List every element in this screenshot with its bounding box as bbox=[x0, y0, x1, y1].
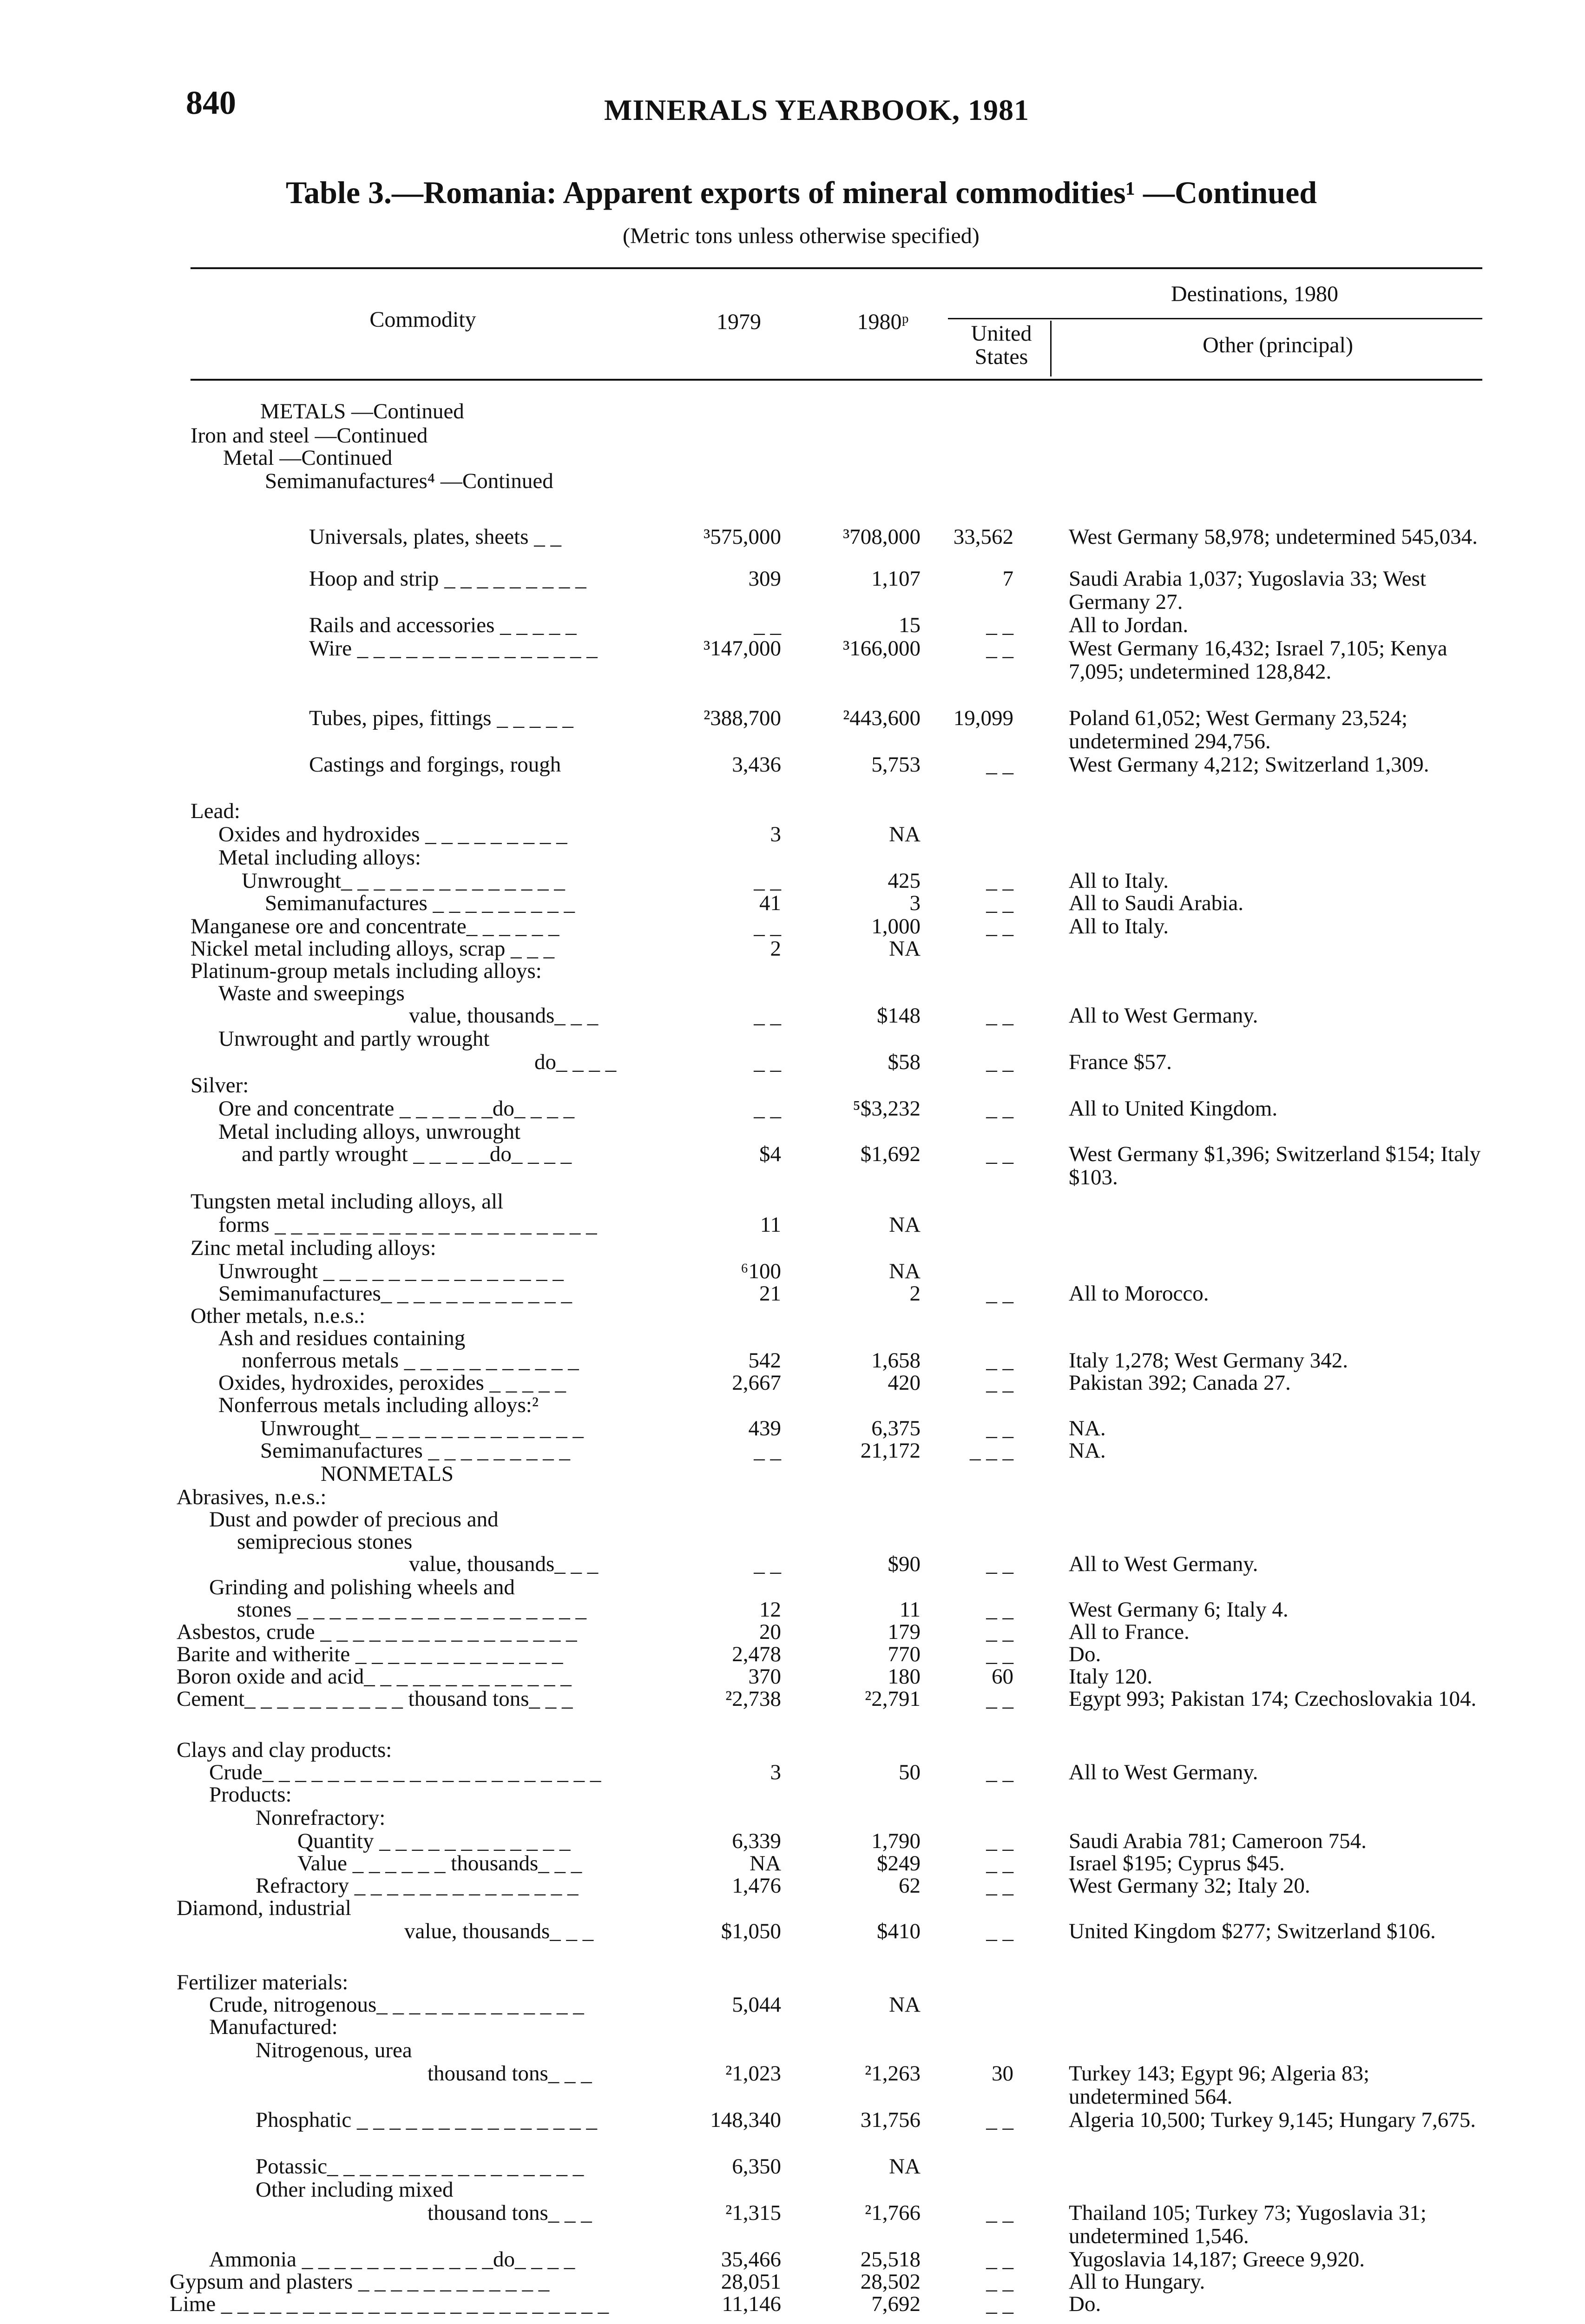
other-destination-cell: Poland 61,052; West Germany 23,524; undetermined 294,756. bbox=[1069, 706, 1408, 753]
commodity-cell: Nickel metal including alloys, scrap _ _ _ bbox=[191, 937, 555, 961]
commodity-cell: Crude, nitrogenous_ _ _ _ _ _ _ _ _ _ _ _ _ bbox=[209, 1993, 584, 2017]
commodity-cell: Nonrefractory: bbox=[256, 1806, 386, 1830]
value-1980-cell: NA bbox=[889, 1213, 921, 1237]
commodity-cell: Ammonia _ _ _ _ _ _ _ _ _ _ _ _do_ _ _ _ bbox=[209, 2247, 575, 2271]
value-1980-cell: $1,692 bbox=[860, 1142, 921, 1166]
commodity-cell: Quantity _ _ _ _ _ _ _ _ _ _ _ _ bbox=[297, 1829, 571, 1853]
us-destination-cell: _ _ bbox=[986, 2247, 1013, 2271]
value-1980-cell: 3 bbox=[909, 891, 921, 915]
commodity-cell: Silver: bbox=[191, 1073, 249, 1097]
other-destination-cell: Pakistan 392; Canada 27. bbox=[1069, 1371, 1291, 1395]
value-1980-cell: 2 bbox=[909, 1281, 921, 1306]
header-other: Other (principal) bbox=[1203, 333, 1353, 357]
other-destination-cell: All to Italy. bbox=[1069, 869, 1169, 893]
value-1980-cell: ³708,000 bbox=[843, 525, 921, 549]
value-1980-cell: 420 bbox=[888, 1371, 921, 1395]
commodity-cell: METALS —Continued bbox=[260, 399, 464, 423]
other-destination-cell: Thailand 105; Turkey 73; Yugoslavia 31; undetermined 1,546. bbox=[1069, 2201, 1427, 2248]
commodity-cell: Castings and forgings, rough bbox=[309, 753, 561, 777]
us-destination-cell: _ _ bbox=[986, 1760, 1013, 1784]
value-1979-cell: 3 bbox=[770, 822, 781, 846]
value-1979-cell: _ _ bbox=[754, 1004, 781, 1028]
commodity-cell: Metal —Continued bbox=[223, 446, 393, 470]
us-destination-cell: _ _ _ bbox=[970, 1439, 1013, 1463]
commodity-cell: Oxides, hydroxides, peroxides _ _ _ _ _ bbox=[218, 1371, 566, 1395]
commodity-cell: NONMETALS bbox=[321, 1462, 454, 1486]
us-destination-cell: _ _ bbox=[986, 1348, 1013, 1373]
value-1980-cell: 179 bbox=[888, 1620, 921, 1644]
us-destination-cell: _ _ bbox=[986, 1142, 1013, 1166]
value-1979-cell: 2,478 bbox=[732, 1642, 781, 1666]
commodity-cell: Diamond, industrial bbox=[177, 1896, 351, 1920]
value-1980-cell: NA bbox=[889, 1259, 921, 1283]
value-1980-cell: 425 bbox=[888, 869, 921, 893]
us-destination-cell: _ _ bbox=[986, 2108, 1013, 2132]
value-1979-cell: 35,466 bbox=[721, 2247, 781, 2271]
other-destination-cell: West Germany 6; Italy 4. bbox=[1069, 1598, 1289, 1622]
commodity-cell: Barite and witherite _ _ _ _ _ _ _ _ _ _ _ _ _ bbox=[177, 1642, 563, 1666]
commodity-cell: Tubes, pipes, fittings _ _ _ _ _ bbox=[309, 706, 573, 730]
other-destination-cell: Italy 1,278; West Germany 342. bbox=[1069, 1348, 1348, 1373]
commodity-cell: Semimanufactures _ _ _ _ _ _ _ _ _ bbox=[265, 891, 575, 915]
value-1979-cell: 2 bbox=[770, 937, 781, 961]
value-1979-cell: _ _ bbox=[754, 1552, 781, 1576]
table-title: Table 3.—Romania: Apparent exports of mineral commodities¹ —Continued bbox=[286, 175, 1317, 210]
commodity-cell: Value _ _ _ _ _ _ thousands_ _ _ bbox=[297, 1851, 582, 1875]
us-destination-cell: _ _ bbox=[986, 1829, 1013, 1853]
value-1980-cell: 1,790 bbox=[871, 1829, 921, 1853]
other-destination-cell: All to Morocco. bbox=[1069, 1281, 1209, 1306]
value-1979-cell: _ _ bbox=[754, 613, 781, 637]
commodity-cell: Oxides and hydroxides _ _ _ _ _ _ _ _ _ bbox=[218, 822, 567, 846]
us-destination-cell: _ _ bbox=[986, 2292, 1013, 2316]
value-1980-cell: 28,502 bbox=[860, 2270, 921, 2294]
value-1979-cell: _ _ bbox=[754, 1050, 781, 1074]
other-destination-cell: All to West Germany. bbox=[1069, 1760, 1258, 1784]
value-1979-cell: _ _ bbox=[754, 1096, 781, 1121]
value-1979-cell: $1,050 bbox=[721, 1919, 781, 1943]
commodity-cell: Phosphatic _ _ _ _ _ _ _ _ _ _ _ _ _ _ _ bbox=[256, 2108, 598, 2132]
other-destination-cell: All to Saudi Arabia. bbox=[1069, 891, 1243, 915]
value-1980-cell: ²443,600 bbox=[843, 706, 921, 730]
value-1979-cell: 5,044 bbox=[732, 1993, 781, 2017]
commodity-cell: Boron oxide and acid_ _ _ _ _ _ _ _ _ _ _ _ _ bbox=[177, 1664, 572, 1689]
value-1980-cell: NA bbox=[889, 1993, 921, 2017]
commodity-cell: Products: bbox=[209, 1783, 292, 1807]
us-destination-cell: _ _ bbox=[986, 1552, 1013, 1576]
other-destination-cell: West Germany 4,212; Switzerland 1,309. bbox=[1069, 753, 1429, 777]
us-destination-cell: _ _ bbox=[986, 1416, 1013, 1440]
value-1980-cell: NA bbox=[889, 937, 921, 961]
us-destination-cell: 60 bbox=[992, 1664, 1013, 1689]
other-destination-cell: France $57. bbox=[1069, 1050, 1172, 1074]
table-subtitle: (Metric tons unless otherwise specified) bbox=[623, 224, 980, 248]
commodity-cell: Abrasives, n.e.s.: bbox=[177, 1485, 327, 1509]
commodity-cell: Hoop and strip _ _ _ _ _ _ _ _ _ bbox=[309, 567, 586, 591]
commodity-cell: and partly wrought _ _ _ _ _do_ _ _ _ bbox=[242, 1142, 572, 1166]
value-1980-cell: 21,172 bbox=[860, 1439, 921, 1463]
commodity-cell: Semimanufactures⁴ —Continued bbox=[265, 469, 553, 493]
other-destination-cell: Italy 120. bbox=[1069, 1664, 1153, 1689]
commodity-cell: Refractory _ _ _ _ _ _ _ _ _ _ _ _ _ _ bbox=[256, 1874, 579, 1898]
commodity-cell: Rails and accessories _ _ _ _ _ bbox=[309, 613, 577, 637]
commodity-cell: value, thousands_ _ _ bbox=[404, 1919, 594, 1943]
commodity-cell: Cement_ _ _ _ _ _ _ _ _ _ thousand tons_ _ _ bbox=[177, 1687, 573, 1711]
value-1979-cell: _ _ bbox=[754, 869, 781, 893]
us-destination-cell: _ _ bbox=[986, 914, 1013, 938]
us-destination-cell: _ _ bbox=[986, 1620, 1013, 1644]
value-1980-cell: 6,375 bbox=[871, 1416, 921, 1440]
commodity-cell: Waste and sweepings bbox=[218, 981, 405, 1005]
other-destination-cell: Saudi Arabia 1,037; Yugoslavia 33; West Germany 27. bbox=[1069, 567, 1427, 614]
header-commodity: Commodity bbox=[369, 307, 476, 332]
commodity-cell: Crude_ _ _ _ _ _ _ _ _ _ _ _ _ _ _ _ _ _ _ _ _ bbox=[209, 1760, 601, 1784]
other-destination-cell: All to United Kingdom. bbox=[1069, 1096, 1278, 1121]
commodity-cell: Wire _ _ _ _ _ _ _ _ _ _ _ _ _ _ _ bbox=[309, 636, 598, 660]
commodity-cell: Unwrought _ _ _ _ _ _ _ _ _ _ _ _ _ _ _ bbox=[218, 1259, 564, 1283]
commodity-cell: Lime _ _ _ _ _ _ _ _ _ _ _ _ _ _ _ _ _ _ _ _ _ _ _ _ bbox=[170, 2292, 609, 2316]
other-destination-cell: Israel $195; Cyprus $45. bbox=[1069, 1851, 1285, 1875]
value-1979-cell: _ _ bbox=[754, 1439, 781, 1463]
header-us-line1: United bbox=[971, 321, 1032, 346]
commodity-cell: Fertilizer materials: bbox=[177, 1970, 349, 1994]
value-1979-cell: 370 bbox=[748, 1664, 781, 1689]
value-1979-cell: 11 bbox=[760, 1213, 781, 1237]
commodity-cell: Dust and powder of precious and bbox=[209, 1507, 499, 1532]
other-destination-cell: Algeria 10,500; Turkey 9,145; Hungary 7,675. bbox=[1069, 2108, 1476, 2132]
header-us-line2: States bbox=[974, 344, 1028, 369]
value-1979-cell: 28,051 bbox=[721, 2270, 781, 2294]
us-destination-cell: _ _ bbox=[986, 869, 1013, 893]
commodity-cell: semiprecious stones bbox=[237, 1530, 413, 1554]
other-destination-cell: West Germany 16,432; Israel 7,105; Kenya 7,095; undetermined 128,842. bbox=[1069, 636, 1447, 684]
value-1979-cell: 11,146 bbox=[722, 2292, 781, 2316]
value-1980-cell: $58 bbox=[888, 1050, 921, 1074]
commodity-cell: Tungsten metal including alloys, all bbox=[191, 1189, 504, 1214]
value-1979-cell: ²2,738 bbox=[725, 1687, 781, 1711]
value-1980-cell: 31,756 bbox=[860, 2108, 921, 2132]
book-title: MINERALS YEARBOOK, 1981 bbox=[604, 93, 1029, 126]
commodity-cell: Potassic_ _ _ _ _ _ _ _ _ _ _ _ _ _ _ _ bbox=[256, 2154, 584, 2179]
value-1980-cell: 25,518 bbox=[860, 2247, 921, 2271]
value-1980-cell: ²1,263 bbox=[865, 2061, 921, 2086]
value-1979-cell: ³147,000 bbox=[704, 636, 781, 660]
value-1980-cell: $90 bbox=[888, 1552, 921, 1576]
value-1980-cell: 1,000 bbox=[871, 914, 921, 938]
commodity-cell: Semimanufactures_ _ _ _ _ _ _ _ _ _ _ _ bbox=[218, 1281, 572, 1306]
us-destination-cell: 19,099 bbox=[953, 706, 1013, 730]
commodity-cell: Gypsum and plasters _ _ _ _ _ _ _ _ _ _ _ _ bbox=[170, 2270, 550, 2294]
commodity-cell: thousand tons_ _ _ bbox=[427, 2201, 592, 2225]
value-1980-cell: 11 bbox=[899, 1598, 921, 1622]
us-destination-cell: _ _ bbox=[986, 1851, 1013, 1875]
us-destination-cell: _ _ bbox=[986, 636, 1013, 660]
us-destination-cell: _ _ bbox=[986, 1687, 1013, 1711]
value-1979-cell: 148,340 bbox=[710, 2108, 781, 2132]
other-destination-cell: All to West Germany. bbox=[1069, 1004, 1258, 1028]
commodity-cell: Manufactured: bbox=[209, 2015, 338, 2039]
us-destination-cell: _ _ bbox=[986, 753, 1013, 777]
us-destination-cell: _ _ bbox=[986, 1919, 1013, 1943]
value-1979-cell: 20 bbox=[759, 1620, 781, 1644]
other-destination-cell: All to Jordan. bbox=[1069, 613, 1189, 637]
value-1980-cell: 15 bbox=[899, 613, 921, 637]
other-destination-cell: NA. bbox=[1069, 1439, 1106, 1463]
us-destination-cell: 30 bbox=[992, 2061, 1013, 2086]
us-destination-cell: 33,562 bbox=[953, 525, 1013, 549]
us-destination-cell: _ _ bbox=[986, 613, 1013, 637]
value-1979-cell: ⁶100 bbox=[741, 1259, 781, 1283]
value-1980-cell: 62 bbox=[899, 1874, 921, 1898]
commodity-cell: Iron and steel —Continued bbox=[191, 423, 428, 448]
header-1980: 1980ᵖ bbox=[857, 310, 909, 334]
header-1979: 1979 bbox=[717, 310, 761, 334]
commodity-cell: stones _ _ _ _ _ _ _ _ _ _ _ _ _ _ _ _ _ _ bbox=[237, 1598, 586, 1622]
other-destination-cell: Do. bbox=[1069, 2292, 1101, 2316]
commodity-cell: Universals, plates, sheets _ _ bbox=[309, 525, 562, 549]
value-1979-cell: 439 bbox=[748, 1416, 781, 1440]
other-destination-cell: All to West Germany. bbox=[1069, 1552, 1258, 1576]
value-1979-cell: ²388,700 bbox=[704, 706, 781, 730]
commodity-cell: nonferrous metals _ _ _ _ _ _ _ _ _ _ _ bbox=[242, 1348, 579, 1373]
value-1980-cell: $410 bbox=[877, 1919, 921, 1943]
value-1979-cell: 12 bbox=[759, 1598, 781, 1622]
commodity-cell: Lead: bbox=[191, 799, 240, 823]
us-destination-cell: _ _ bbox=[986, 1281, 1013, 1306]
value-1980-cell: 1,658 bbox=[871, 1348, 921, 1373]
other-destination-cell: United Kingdom $277; Switzerland $106. bbox=[1069, 1919, 1436, 1943]
value-1979-cell: _ _ bbox=[754, 914, 781, 938]
destinations-rule bbox=[948, 318, 1482, 319]
us-destination-cell: _ _ bbox=[986, 1874, 1013, 1898]
value-1979-cell: ²1,023 bbox=[725, 2061, 781, 2086]
us-destination-cell: _ _ bbox=[986, 2201, 1013, 2225]
other-destination-cell: Do. bbox=[1069, 1642, 1101, 1666]
value-1980-cell: ³166,000 bbox=[843, 636, 921, 660]
value-1980-cell: 50 bbox=[899, 1760, 921, 1784]
us-destination-cell: _ _ bbox=[986, 1096, 1013, 1121]
commodity-cell: Metal including alloys: bbox=[218, 845, 421, 870]
other-destination-cell: Yugoslavia 14,187; Greece 9,920. bbox=[1069, 2247, 1365, 2271]
value-1980-cell: ⁵$3,232 bbox=[853, 1096, 921, 1121]
value-1979-cell: 2,667 bbox=[732, 1371, 781, 1395]
commodity-cell: Unwrought and partly wrought bbox=[218, 1027, 490, 1051]
value-1979-cell: 21 bbox=[759, 1281, 781, 1306]
commodity-cell: Clays and clay products: bbox=[177, 1738, 392, 1762]
value-1979-cell: NA bbox=[750, 1851, 781, 1875]
value-1979-cell: 309 bbox=[748, 567, 781, 591]
other-destination-cell: All to Italy. bbox=[1069, 914, 1169, 938]
value-1980-cell: 5,753 bbox=[871, 753, 921, 777]
value-1980-cell: 770 bbox=[888, 1642, 921, 1666]
value-1979-cell: 1,476 bbox=[732, 1874, 781, 1898]
value-1979-cell: 6,350 bbox=[732, 2154, 781, 2179]
commodity-cell: Ore and concentrate _ _ _ _ _ _do_ _ _ _ bbox=[218, 1096, 575, 1121]
commodity-cell: Ash and residues containing bbox=[218, 1326, 466, 1350]
other-destination-cell: Turkey 143; Egypt 96; Algeria 83; undetermined 564. bbox=[1069, 2061, 1370, 2109]
other-destination-cell: All to France. bbox=[1069, 1620, 1190, 1644]
other-destination-cell: Egypt 993; Pakistan 174; Czechoslovakia 104. bbox=[1069, 1687, 1477, 1711]
commodity-cell: Other including mixed bbox=[256, 2178, 454, 2202]
value-1980-cell: NA bbox=[889, 2154, 921, 2179]
value-1980-cell: 180 bbox=[888, 1664, 921, 1689]
commodity-cell: Other metals, n.e.s.: bbox=[191, 1304, 365, 1328]
commodity-cell: do_ _ _ _ bbox=[534, 1050, 617, 1074]
top-rule bbox=[191, 267, 1482, 269]
header-bottom-rule bbox=[191, 379, 1482, 381]
commodity-cell: Semimanufactures _ _ _ _ _ _ _ _ _ bbox=[260, 1439, 571, 1463]
commodity-cell: Platinum-group metals including alloys: bbox=[191, 959, 542, 983]
commodity-cell: Nitrogenous, urea bbox=[256, 2038, 412, 2062]
commodity-cell: Asbestos, crude _ _ _ _ _ _ _ _ _ _ _ _ _ _ _ _ bbox=[177, 1620, 577, 1644]
us-destination-cell: 7 bbox=[1002, 567, 1013, 591]
commodity-cell: value, thousands_ _ _ bbox=[409, 1552, 598, 1576]
commodity-cell: Unwrought_ _ _ _ _ _ _ _ _ _ _ _ _ _ bbox=[242, 869, 565, 893]
value-1979-cell: 6,339 bbox=[732, 1829, 781, 1853]
other-destination-cell: Saudi Arabia 781; Cameroon 754. bbox=[1069, 1829, 1367, 1853]
other-destination-cell: West Germany 32; Italy 20. bbox=[1069, 1874, 1310, 1898]
value-1980-cell: 7,692 bbox=[871, 2292, 921, 2316]
other-destination-cell: NA. bbox=[1069, 1416, 1106, 1440]
other-destination-cell: West Germany 58,978; undetermined 545,034. bbox=[1069, 525, 1478, 549]
value-1980-cell: 1,107 bbox=[871, 567, 921, 591]
commodity-cell: Nonferrous metals including alloys:² bbox=[218, 1393, 539, 1417]
other-destination-cell: West Germany $1,396; Switzerland $154; Italy $103. bbox=[1069, 1142, 1481, 1189]
value-1980-cell: ²1,766 bbox=[865, 2201, 921, 2225]
us-destination-cell: _ _ bbox=[986, 2270, 1013, 2294]
commodity-cell: Unwrought_ _ _ _ _ _ _ _ _ _ _ _ _ _ bbox=[260, 1416, 584, 1440]
value-1979-cell: 3,436 bbox=[732, 753, 781, 777]
commodity-cell: Zinc metal including alloys: bbox=[191, 1236, 436, 1260]
commodity-cell: forms _ _ _ _ _ _ _ _ _ _ _ _ _ _ _ _ _ _ _ _ bbox=[218, 1213, 597, 1237]
commodity-cell: value, thousands_ _ _ bbox=[409, 1004, 598, 1028]
us-destination-cell: _ _ bbox=[986, 1371, 1013, 1395]
value-1979-cell: ³575,000 bbox=[704, 525, 781, 549]
value-1979-cell: $4 bbox=[759, 1142, 781, 1166]
value-1980-cell: NA bbox=[889, 822, 921, 846]
commodity-cell: thousand tons_ _ _ bbox=[427, 2061, 592, 2086]
value-1979-cell: ²1,315 bbox=[725, 2201, 781, 2225]
us-destination-cell: _ _ bbox=[986, 1642, 1013, 1666]
value-1980-cell: $249 bbox=[877, 1851, 921, 1875]
us-destination-cell: _ _ bbox=[986, 1050, 1013, 1074]
other-destination-cell: All to Hungary. bbox=[1069, 2270, 1205, 2294]
page-number: 840 bbox=[186, 84, 236, 121]
us-destination-cell: _ _ bbox=[986, 1004, 1013, 1028]
header-destinations: Destinations, 1980 bbox=[1171, 282, 1338, 306]
value-1979-cell: 542 bbox=[748, 1348, 781, 1373]
value-1979-cell: 3 bbox=[770, 1760, 781, 1784]
value-1979-cell: 41 bbox=[759, 891, 781, 915]
commodity-cell: Metal including alloys, unwrought bbox=[218, 1120, 521, 1144]
us-destination-cell: _ _ bbox=[986, 891, 1013, 915]
commodity-cell: Grinding and polishing wheels and bbox=[209, 1575, 515, 1599]
us-destination-cell: _ _ bbox=[986, 1598, 1013, 1622]
commodity-cell: Manganese ore and concentrate_ _ _ _ _ _ bbox=[191, 914, 559, 938]
value-1980-cell: $148 bbox=[877, 1004, 921, 1028]
value-1980-cell: ²2,791 bbox=[865, 1687, 921, 1711]
